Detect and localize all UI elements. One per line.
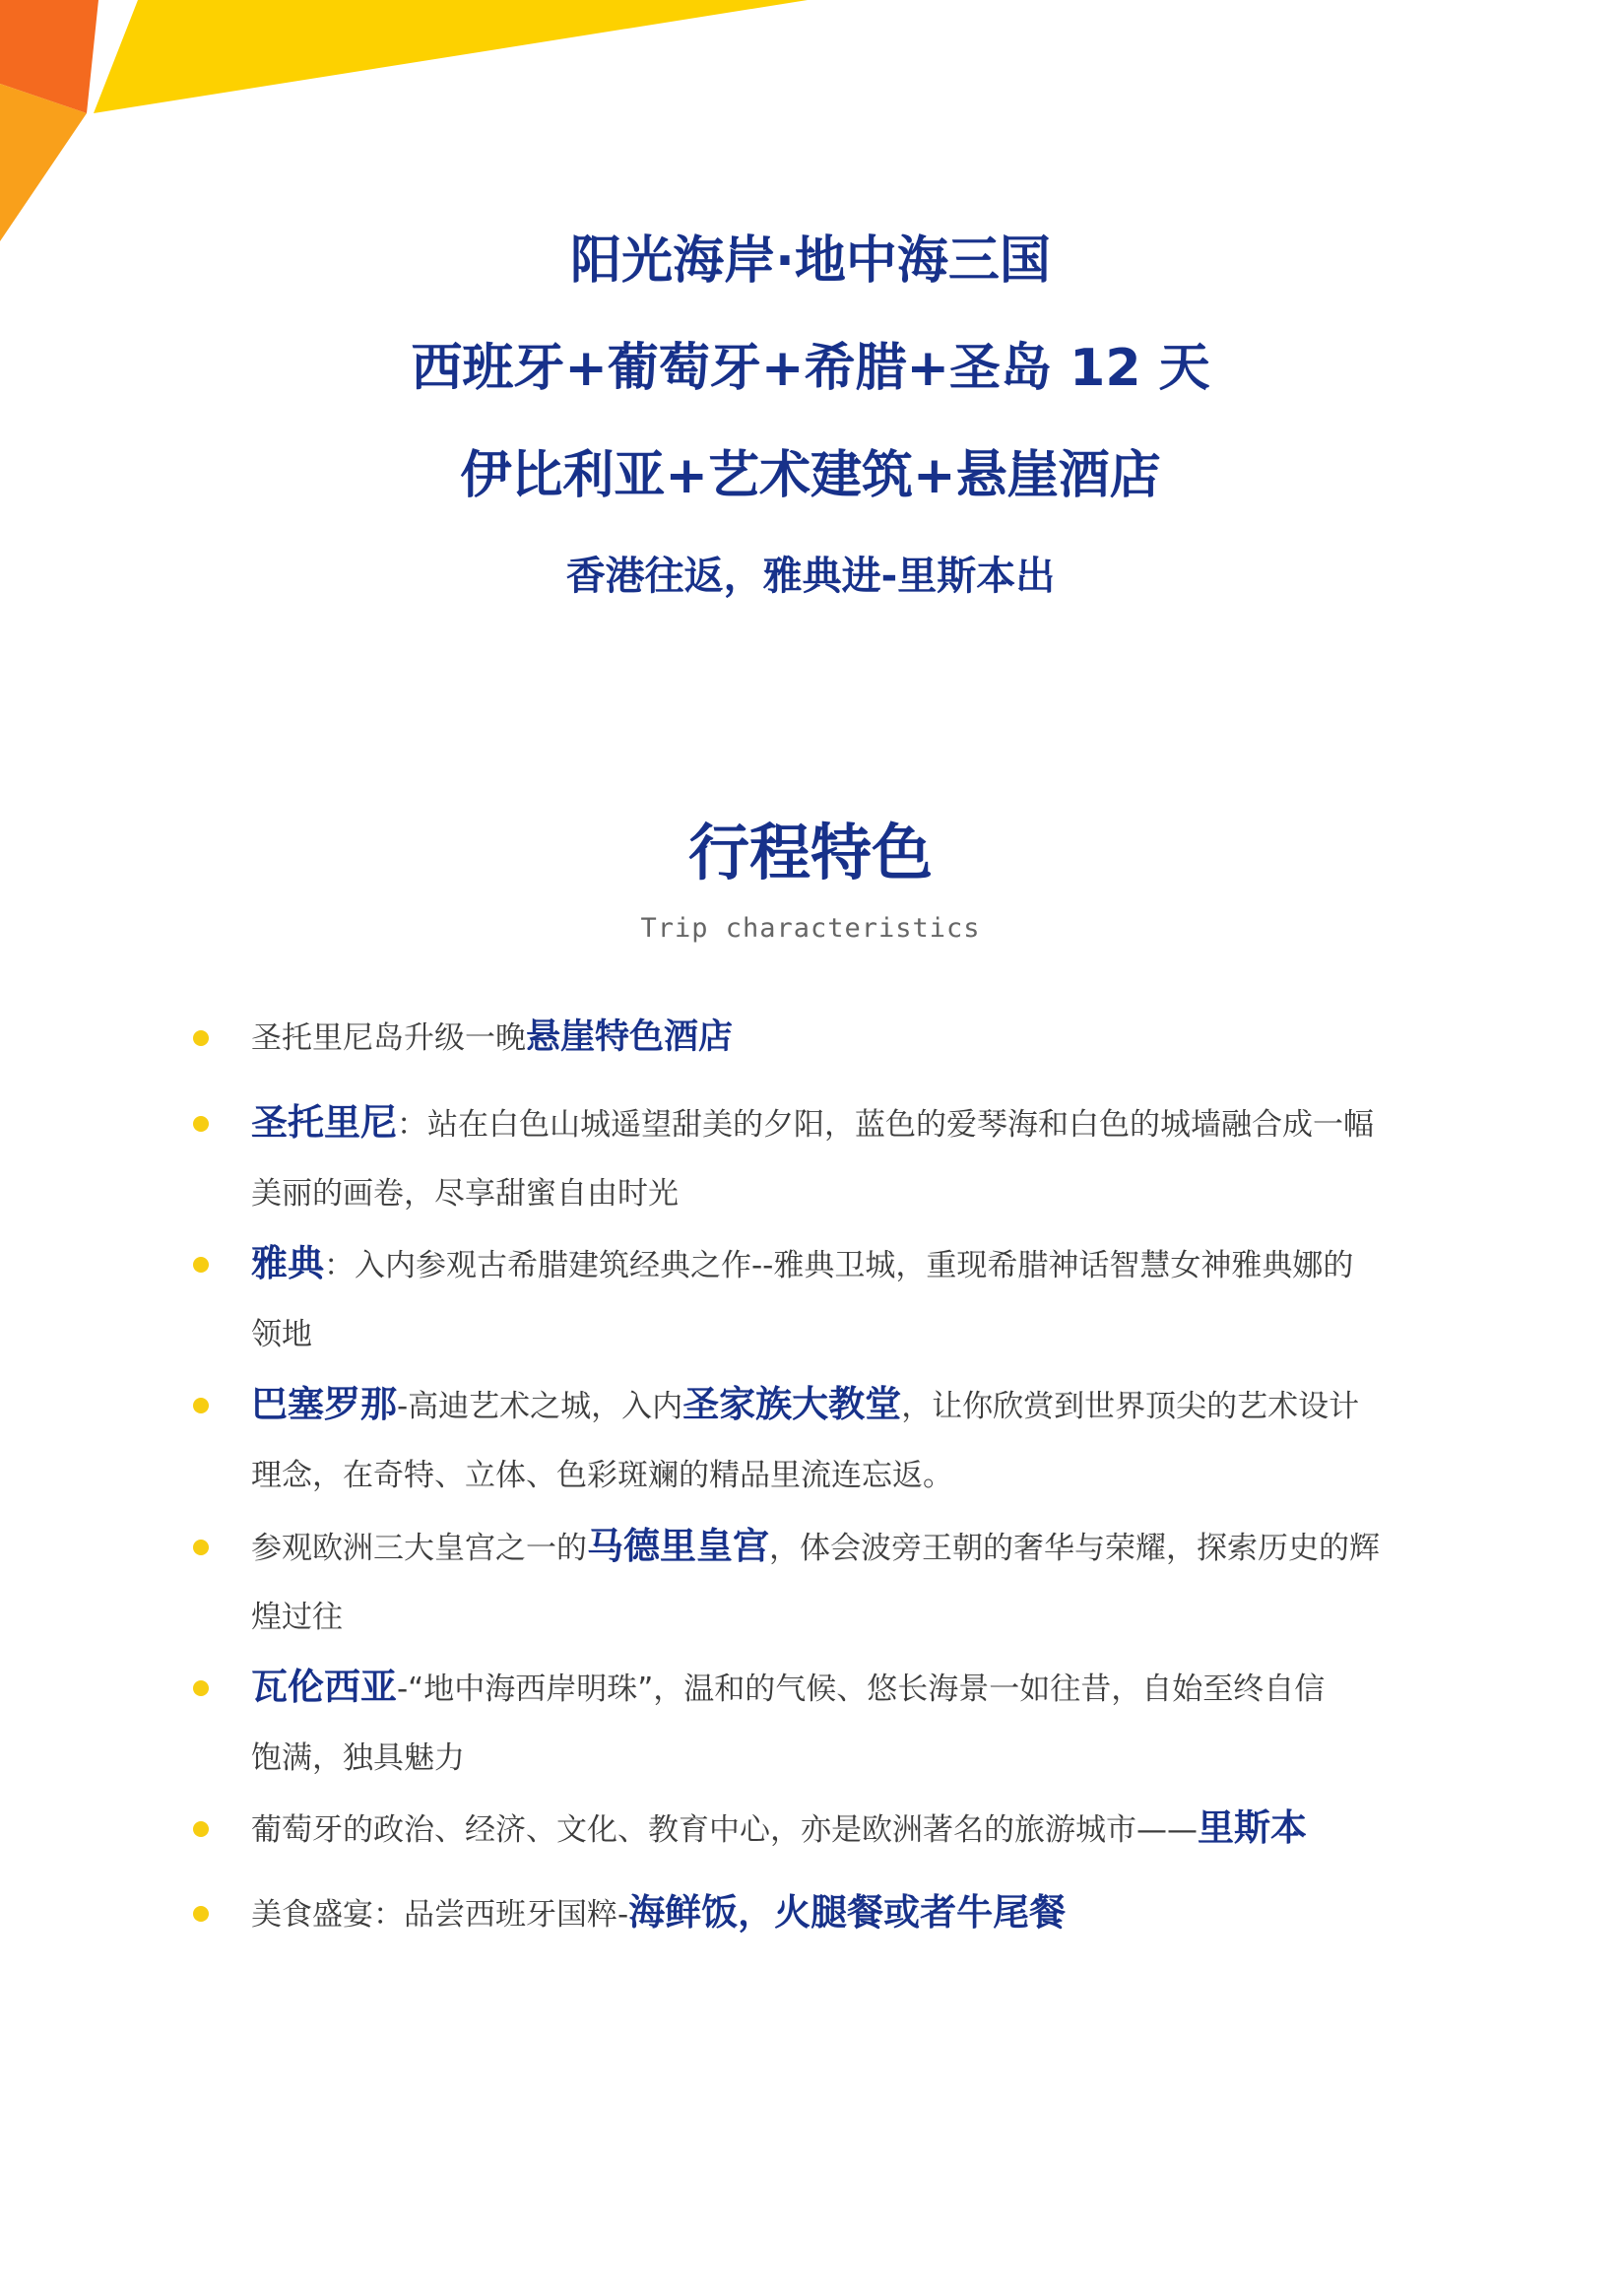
title-line-4: 香港往返，雅典进-里斯本出 xyxy=(565,554,1056,599)
bullet-dot xyxy=(193,1906,209,1922)
bullet-dot xyxy=(193,1821,209,1837)
feature-item xyxy=(251,1003,1458,1073)
feature-line-2: 美丽的画卷，尽享甜蜜自由时光 xyxy=(251,1176,679,1212)
feature-line-1 xyxy=(251,1088,1458,1159)
bullet-dot xyxy=(193,1540,209,1555)
feature-item xyxy=(251,1088,1458,1228)
feature-highlight: 瓦伦西亚 xyxy=(251,1666,397,1708)
feature-item xyxy=(251,1794,1458,1865)
title-line-3: 伊比利亚+艺术建筑+悬崖酒店 xyxy=(460,446,1161,505)
feature-text: ，体会波旁王朝的奢华与荣耀，探索历史的辉 xyxy=(769,1531,1380,1566)
feature-item xyxy=(251,1653,1458,1793)
feature-item xyxy=(251,1229,1458,1369)
feature-highlight: 海鲜饭，火腿餐或者牛尾餐 xyxy=(628,1891,1067,1934)
feature-text: 葡萄牙的政治、经济、文化、教育中心，亦是欧洲著名的旅游城市—— xyxy=(251,1812,1198,1848)
title-line-2: 西班牙+葡萄牙+希腊+圣岛 12 天 xyxy=(411,339,1210,398)
bullet-dot xyxy=(193,1257,209,1273)
feature-line-2: 饱满，独具魅力 xyxy=(251,1740,465,1776)
feature-highlight: 里斯本 xyxy=(1198,1806,1307,1849)
bullet-dot xyxy=(193,1680,209,1696)
feature-text: -“地中海西岸明珠”，温和的气候、悠长海景一如往昔，自始至终自信 xyxy=(397,1672,1326,1707)
feature-text: ：入内参观古希腊建筑经典之作--雅典卫城，重现希腊神话智慧女神雅典娜的 xyxy=(324,1248,1354,1283)
feature-highlight: 雅典 xyxy=(251,1242,324,1284)
feature-line-2: 理念，在奇特、立体、色彩斑斓的精品里流连忘返。 xyxy=(251,1458,953,1493)
feature-line-1 xyxy=(251,1229,1458,1300)
feature-text: ：站在白色山城遥望甜美的夕阳，蓝色的爱琴海和白色的城墙融合成一幅 xyxy=(397,1107,1374,1143)
feature-item xyxy=(251,1370,1458,1510)
feature-highlight: 圣托里尼 xyxy=(251,1101,397,1144)
corner-decoration xyxy=(0,0,808,256)
feature-highlight: 巴塞罗那 xyxy=(251,1383,397,1425)
feature-text: -高迪艺术之城，入内 xyxy=(397,1389,683,1424)
feature-line-2: 领地 xyxy=(251,1317,312,1352)
feature-text: 参观欧洲三大皇宫之一的 xyxy=(251,1531,587,1566)
feature-text: 美食盛宴：品尝西班牙国粹- xyxy=(251,1897,629,1933)
feature-line-2: 煌过往 xyxy=(251,1600,343,1635)
bullet-dot xyxy=(193,1398,209,1413)
feature-text: ，让你欣赏到世界顶尖的艺术设计 xyxy=(901,1389,1360,1424)
feature-line-1 xyxy=(251,1653,1458,1724)
feature-line-1 xyxy=(251,1370,1458,1441)
title-block xyxy=(0,231,1621,601)
feature-item xyxy=(251,1512,1458,1652)
title-line-1: 阳光海岸·地中海三国 xyxy=(570,231,1051,291)
section-title: 行程特色 xyxy=(687,817,933,888)
feature-item xyxy=(251,1878,1458,1949)
bullet-dot xyxy=(193,1116,209,1132)
feature-highlight: 悬崖特色酒店 xyxy=(526,1017,734,1057)
corner-yellow-shape xyxy=(94,0,808,113)
bullet-dot xyxy=(193,1030,209,1046)
feature-highlight: 圣家族大教堂 xyxy=(682,1383,902,1425)
feature-line-1 xyxy=(251,1512,1458,1583)
feature-highlight: 马德里皇宫 xyxy=(587,1525,769,1567)
feature-text: 圣托里尼岛升级一晚 xyxy=(251,1020,526,1056)
section-subtitle: Trip characteristics xyxy=(640,913,981,944)
